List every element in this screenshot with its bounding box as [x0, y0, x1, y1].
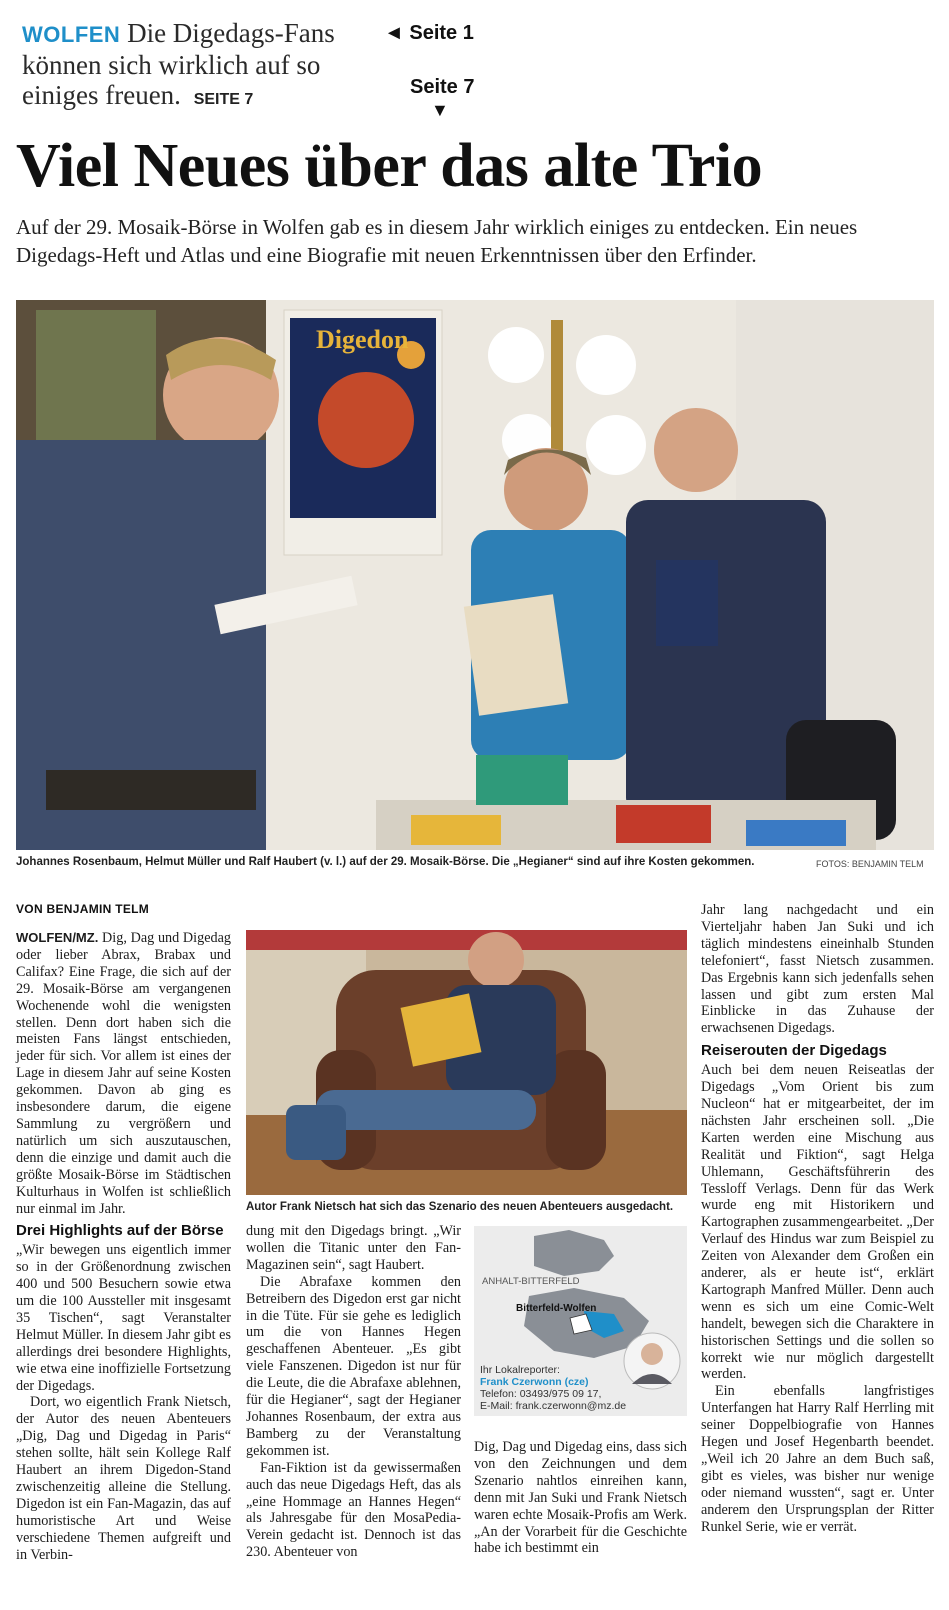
col4-paragraph-2: Auch bei dem neuen Reiseatlas der Digedags „Vom Orient bis zum Nucleon“ hat er mitgearbeitet, der im nächsten Jahr erscheinen soll. „Die Karten werden eine Mischung aus Realität und Fiktion“, sagt Helga Uhlemann, Geschäftsführerin des Tessloff Verlags. Denn für das Werk wurde eng mit Historikern und Kartographen zusammengearbeitet. „Der Verlauf des Hindus war zum Beispiel zu Zeiten von Alexander dem Großen ein anderer, als er heute ist“, erklärt Kartograph Manfred Müller. Denn auch wenn es sich um eine Comic-Welt handelt, bewegen sich die Charaktere in historischen Settings und die sollen so korrekt wie nur möglich dargestellt werden. [701, 1062, 934, 1383]
map-region-label: ANHALT-BITTERFELD [482, 1276, 580, 1287]
column-4 [701, 902, 934, 1536]
teaser-page: SEITE 7 [193, 91, 254, 108]
reporter-phone: Telefon: 03493/975 09 17, [480, 1388, 602, 1400]
headline: Viel Neues über das alte Trio [16, 132, 763, 200]
main-photo-illustration [16, 300, 934, 850]
lead: Auf der 29. Mosaik-Börse in Wolfen gab es in diesem Jahr wirklich einiges zu entdecken. Ein neues Digedags-Heft und Atlas und eine Biografie mit neuen Erkenntnissen über den Erfinder. [16, 215, 858, 267]
note-seite1: ◄ Seite 1 [384, 22, 474, 44]
note-seite7-arrow: ▼ [431, 100, 449, 120]
col2-paragraph-3: Fan-Fiktion ist da gewissermaßen auch das neue Digedags Heft, das als „eine Hommage an Hannes Hegen“ als Jahresgabe für den MosaPedia-Verein gedacht ist. Dennoch ist das 230. Abenteuer von [246, 1459, 461, 1561]
teaser [22, 18, 382, 115]
teaser-place: WOLFEN [22, 22, 121, 47]
reporter-infobox [474, 1226, 687, 1416]
dateline: WOLFEN/MZ. [16, 930, 99, 945]
col2-paragraph-2: Die Abrafaxe kommen den Betreibern des Digedon erst gar nicht in die Tüte. Für sie gehe es lediglich um die von Hannes Hegen geschaffenen Abenteuer. „Es gibt viele Fanszenen. Digedon ist nur für die Leute, die die Abrafaxe ablehnen, für die Hegianer“, sagt der Hegianer Johannes Rosenbaum, der extra aus Bamberg zu der Veranstaltung gekommen ist. [246, 1273, 461, 1459]
main-photo [16, 300, 934, 850]
column-1 [16, 930, 231, 1564]
column-3 [474, 1439, 687, 1557]
reporter-contact [480, 1364, 630, 1412]
subheading-reiserouten: Reiserouten der Digedags [701, 1042, 887, 1060]
teaser-text: Die Digedags-Fans können sich wirklich auf so einiges freuen. [22, 18, 335, 110]
photo-caption: Johannes Rosenbaum, Helmut Müller und Ralf Haubert (v. l.) auf der 29. Mosaik-Börse. Die „Hegianer“ sind auf ihre Kosten gekommen. [16, 856, 755, 868]
col4-paragraph-1: Jahr lang nachgedacht und ein Vierteljahr haben Jan Suki und ich täglich mindestens eineinhalb Stunden telefoniert“, fasst Nietsch zusammen. Das Ergebnis kann sich jedenfalls sehen lassen und gibt zum ersten Mal Einblicke in das Zuhause der erwachsenen Digedags. [701, 902, 934, 1037]
subheading-highlights: Drei Highlights auf der Börse [16, 1222, 224, 1240]
second-photo-caption: Autor Frank Nietsch hat sich das Szenario des neuen Abenteuers ausgedacht. [246, 1201, 674, 1213]
reporter-name: Frank Czerwonn (cze) [480, 1376, 589, 1388]
reporter-label: Ihr Lokalreporter: [480, 1364, 560, 1376]
column-2 [246, 1223, 461, 1561]
col3-paragraph-1: Dig, Dag und Digedag eins, dass sich von den Zeichnungen und dem Szenario nahtlos einreihen kann, denn mit Jan Suki und Frank Nietsch waren echte Mosaik-Profis am Werk. „An der Vorarbeit für die Geschichte habe ich bestimmt ein [474, 1439, 687, 1557]
col4-paragraph-3: Ein ebenfalls langfristiges Unterfangen hat Harry Ralf Herrling mit seiner Doppelbiografie von Hannes Hegen und Josef Hegenbarth beendet. „Weil ich 20 Jahre an dem Buch saß, gibt es vieles, was bisher nur wenige oder niemand wussten“, sagt er. Unter anderem den Ursprungsplan der Ritter Runkel Serie, wie er verrät. [701, 1383, 934, 1535]
col1-paragraph-3: Dort, wo eigentlich Frank Nietsch, der Autor des neuen Abenteuers „Dig, Dag und Digedag in Paris“ stehen sollte, hält sein Kollege Ralf Haubert an ihrem Digedon-Stand zwischenzeitig alleine die Stellung. Digedon ist ein Fan-Magazin, das auf humoristische Art und Weise verschiedene Themen aufgreift und in Verbin- [16, 1394, 231, 1563]
map-city-label: Bitterfeld-Wolfen [516, 1303, 597, 1314]
photo-credit: FOTOS: BENJAMIN TELM [816, 859, 924, 869]
reporter-email: E-Mail: frank.czerwonn@mz.de [480, 1400, 627, 1412]
second-photo [246, 930, 687, 1195]
second-photo-illustration [246, 930, 687, 1195]
col1-paragraph-2: „Wir bewegen uns eigentlich immer so in der Größenordnung zwischen 400 und 500 Besuchern sowie etwa um die 100 Aussteller mit insgesamt 35 Tischen“, sagt Veranstalter Helmut Müller. In diesem Jahr gibt es allerdings drei besondere Highlights, wie etwa eine inoffizielle Fortsetzung der Digedags. [16, 1242, 231, 1394]
poster-title: Digedon [316, 325, 409, 354]
note-seite7: Seite 7 [410, 76, 475, 98]
byline: VON BENJAMIN TELM [16, 902, 150, 916]
col1-paragraph-1: Dig, Dag und Digedag oder lieber Abrax, Brabax und Califax? Eine Frage, die sich auf der 29. Mosaik-Börse am vergangenen Wochenende wohl die wenigsten stellen. Denn dort haben sich die meisten Fans längst entschieden, jeder für sich. Vor allem ist eines der Lage in diesem Jahr auf seine Kosten gekommen. Davon ab ging es insbesondere darum, die eigene Sammlung zu vergrößern und natürlich um sich auszutauschen, denn die einzige und damit auch die größte Mosaik-Börse im Städtischen Kulturhaus in Wolfen ist schließlich nur einmal im Jahr. [16, 930, 232, 1217]
col2-paragraph-1: dung mit den Digedags bringt. „Wir wollen die Titanic unter den Fan-Magazinen sein“, sagt Haubert. [246, 1223, 461, 1273]
